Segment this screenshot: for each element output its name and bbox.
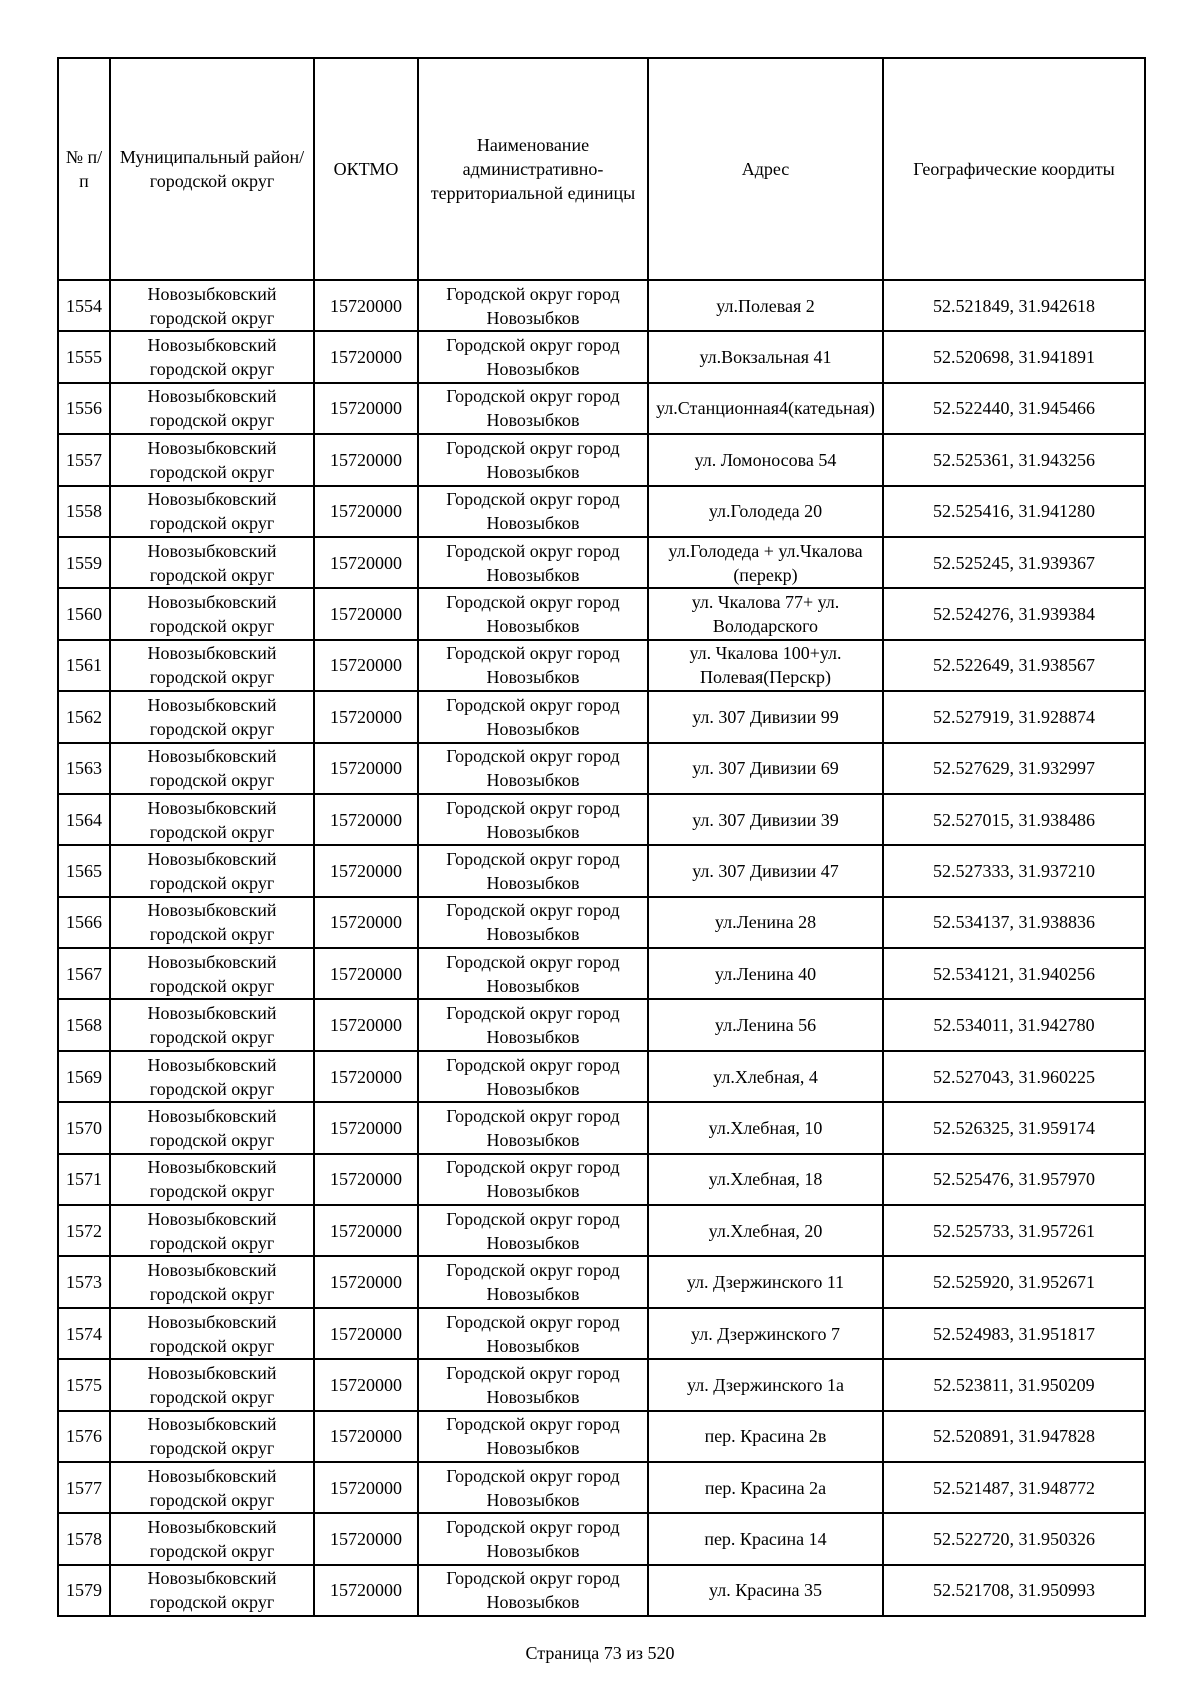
cell-coords: 52.524276, 31.939384 [883, 588, 1145, 639]
cell-num: 1579 [58, 1565, 110, 1616]
cell-address: ул. 307 Дивизии 47 [648, 845, 883, 896]
cell-district: Новозыбковский городской округ [110, 331, 314, 382]
cell-address: ул.Вокзальная 41 [648, 331, 883, 382]
cell-unit: Городской округ город Новозыбков [418, 948, 648, 999]
cell-unit: Городской округ город Новозыбков [418, 537, 648, 588]
cell-district: Новозыбковский городской округ [110, 588, 314, 639]
cell-coords: 52.527015, 31.938486 [883, 794, 1145, 845]
cell-unit: Городской округ город Новозыбков [418, 1411, 648, 1462]
cell-address: ул.Полевая 2 [648, 280, 883, 331]
cell-address: ул. Дзержинского 7 [648, 1308, 883, 1359]
table-row [58, 434, 1145, 485]
table-row [58, 794, 1145, 845]
cell-address: ул. 307 Дивизии 99 [648, 691, 883, 742]
cell-district: Новозыбковский городской округ [110, 1359, 314, 1410]
table-row [58, 1462, 1145, 1513]
cell-coords: 52.521708, 31.950993 [883, 1565, 1145, 1616]
cell-coords: 52.525245, 31.939367 [883, 537, 1145, 588]
cell-address: ул. Дзержинского 11 [648, 1256, 883, 1307]
cell-district: Новозыбковский городской округ [110, 486, 314, 537]
cell-oktmo: 15720000 [314, 537, 418, 588]
cell-coords: 52.534137, 31.938836 [883, 897, 1145, 948]
table-row [58, 1513, 1145, 1564]
cell-oktmo: 15720000 [314, 691, 418, 742]
cell-coords: 52.527043, 31.960225 [883, 1051, 1145, 1102]
cell-oktmo: 15720000 [314, 1565, 418, 1616]
table-row [58, 1205, 1145, 1256]
cell-address: ул.Голодеда + ул.Чкалова (перекр) [648, 537, 883, 588]
table-row [58, 1565, 1145, 1616]
cell-coords: 52.520891, 31.947828 [883, 1411, 1145, 1462]
header-num: № п/п [58, 58, 110, 280]
cell-num: 1575 [58, 1359, 110, 1410]
page-footer: Страница 73 из 520 [525, 1643, 675, 1663]
cell-district: Новозыбковский городской округ [110, 1565, 314, 1616]
table-row [58, 1102, 1145, 1153]
cell-unit: Городской округ город Новозыбков [418, 691, 648, 742]
table-row [58, 640, 1145, 691]
address-table [57, 57, 1146, 1617]
cell-unit: Городской округ город Новозыбков [418, 383, 648, 434]
cell-district: Новозыбковский городской округ [110, 537, 314, 588]
table-row [58, 383, 1145, 434]
cell-address: ул.Ленина 56 [648, 999, 883, 1050]
cell-oktmo: 15720000 [314, 1051, 418, 1102]
cell-unit: Городской округ город Новозыбков [418, 743, 648, 794]
cell-oktmo: 15720000 [314, 331, 418, 382]
cell-num: 1561 [58, 640, 110, 691]
cell-num: 1555 [58, 331, 110, 382]
table-row [58, 1256, 1145, 1307]
cell-num: 1566 [58, 897, 110, 948]
cell-unit: Городской округ город Новозыбков [418, 640, 648, 691]
cell-district: Новозыбковский городской округ [110, 434, 314, 485]
cell-num: 1567 [58, 948, 110, 999]
cell-oktmo: 15720000 [314, 1359, 418, 1410]
cell-address: ул.Ленина 40 [648, 948, 883, 999]
cell-oktmo: 15720000 [314, 486, 418, 537]
cell-coords: 52.521487, 31.948772 [883, 1462, 1145, 1513]
cell-oktmo: 15720000 [314, 1462, 418, 1513]
table-row [58, 486, 1145, 537]
table-row [58, 588, 1145, 639]
cell-unit: Городской округ город Новозыбков [418, 999, 648, 1050]
cell-address: пер. Красина 2а [648, 1462, 883, 1513]
table-row [58, 948, 1145, 999]
cell-oktmo: 15720000 [314, 794, 418, 845]
cell-oktmo: 15720000 [314, 280, 418, 331]
cell-coords: 52.522649, 31.938567 [883, 640, 1145, 691]
header-coords: Географические коордиты [883, 58, 1145, 280]
cell-address: ул. Дзержинского 1а [648, 1359, 883, 1410]
header-oktmo: ОКТМО [314, 58, 418, 280]
cell-district: Новозыбковский городской округ [110, 1051, 314, 1102]
cell-district: Новозыбковский городской округ [110, 1308, 314, 1359]
cell-address: ул.Станционная4(катедьная) [648, 383, 883, 434]
cell-num: 1569 [58, 1051, 110, 1102]
cell-unit: Городской округ город Новозыбков [418, 1462, 648, 1513]
cell-oktmo: 15720000 [314, 1513, 418, 1564]
table-row [58, 897, 1145, 948]
cell-oktmo: 15720000 [314, 383, 418, 434]
cell-oktmo: 15720000 [314, 588, 418, 639]
cell-oktmo: 15720000 [314, 1205, 418, 1256]
cell-unit: Городской округ город Новозыбков [418, 1513, 648, 1564]
cell-district: Новозыбковский городской округ [110, 1462, 314, 1513]
cell-oktmo: 15720000 [314, 1308, 418, 1359]
cell-district: Новозыбковский городской округ [110, 743, 314, 794]
cell-district: Новозыбковский городской округ [110, 999, 314, 1050]
cell-district: Новозыбковский городской округ [110, 640, 314, 691]
cell-address: пер. Красина 2в [648, 1411, 883, 1462]
cell-coords: 52.522440, 31.945466 [883, 383, 1145, 434]
cell-unit: Городской округ город Новозыбков [418, 1308, 648, 1359]
cell-num: 1572 [58, 1205, 110, 1256]
cell-num: 1577 [58, 1462, 110, 1513]
header-unit: Наименование административно-территориальной единицы [418, 58, 648, 280]
header-row [58, 58, 1145, 280]
table-row [58, 537, 1145, 588]
cell-num: 1565 [58, 845, 110, 896]
cell-oktmo: 15720000 [314, 434, 418, 485]
cell-coords: 52.524983, 31.951817 [883, 1308, 1145, 1359]
cell-unit: Городской округ город Новозыбков [418, 1256, 648, 1307]
cell-num: 1564 [58, 794, 110, 845]
cell-address: пер. Красина 14 [648, 1513, 883, 1564]
table-body [58, 280, 1145, 1616]
cell-district: Новозыбковский городской округ [110, 280, 314, 331]
cell-num: 1571 [58, 1154, 110, 1205]
cell-oktmo: 15720000 [314, 948, 418, 999]
cell-coords: 52.525920, 31.952671 [883, 1256, 1145, 1307]
cell-coords: 52.534011, 31.942780 [883, 999, 1145, 1050]
cell-unit: Городской округ город Новозыбков [418, 1565, 648, 1616]
cell-num: 1578 [58, 1513, 110, 1564]
cell-district: Новозыбковский городской округ [110, 948, 314, 999]
table-row [58, 280, 1145, 331]
cell-oktmo: 15720000 [314, 1411, 418, 1462]
cell-num: 1563 [58, 743, 110, 794]
cell-num: 1574 [58, 1308, 110, 1359]
cell-district: Новозыбковский городской округ [110, 691, 314, 742]
table-row [58, 1411, 1145, 1462]
cell-unit: Городской округ город Новозыбков [418, 1102, 648, 1153]
cell-num: 1557 [58, 434, 110, 485]
cell-address: ул.Ленина 28 [648, 897, 883, 948]
cell-unit: Городской округ город Новозыбков [418, 897, 648, 948]
cell-address: ул.Хлебная, 10 [648, 1102, 883, 1153]
cell-coords: 52.525361, 31.943256 [883, 434, 1145, 485]
table-row [58, 1051, 1145, 1102]
cell-address: ул. Красина 35 [648, 1565, 883, 1616]
table-row [58, 743, 1145, 794]
cell-address: ул.Хлебная, 18 [648, 1154, 883, 1205]
cell-district: Новозыбковский городской округ [110, 1205, 314, 1256]
cell-num: 1559 [58, 537, 110, 588]
header-address: Адрес [648, 58, 883, 280]
cell-num: 1573 [58, 1256, 110, 1307]
cell-oktmo: 15720000 [314, 743, 418, 794]
table-row [58, 845, 1145, 896]
cell-address: ул. Чкалова 100+ул. Полевая(Перскр) [648, 640, 883, 691]
cell-coords: 52.534121, 31.940256 [883, 948, 1145, 999]
cell-unit: Городской округ город Новозыбков [418, 1359, 648, 1410]
cell-district: Новозыбковский городской округ [110, 897, 314, 948]
cell-address: ул. 307 Дивизии 69 [648, 743, 883, 794]
table-header [58, 58, 1145, 280]
cell-address: ул. 307 Дивизии 39 [648, 794, 883, 845]
cell-oktmo: 15720000 [314, 1102, 418, 1153]
table-row [58, 691, 1145, 742]
cell-district: Новозыбковский городской округ [110, 1513, 314, 1564]
cell-unit: Городской округ город Новозыбков [418, 280, 648, 331]
cell-address: ул.Хлебная, 20 [648, 1205, 883, 1256]
cell-unit: Городской округ город Новозыбков [418, 588, 648, 639]
cell-coords: 52.527919, 31.928874 [883, 691, 1145, 742]
table-row [58, 331, 1145, 382]
cell-oktmo: 15720000 [314, 845, 418, 896]
cell-coords: 52.522720, 31.950326 [883, 1513, 1145, 1564]
cell-oktmo: 15720000 [314, 1256, 418, 1307]
cell-unit: Городской округ город Новозыбков [418, 794, 648, 845]
cell-oktmo: 15720000 [314, 897, 418, 948]
cell-district: Новозыбковский городской округ [110, 1102, 314, 1153]
header-district: Муниципальный район/городской округ [110, 58, 314, 280]
cell-coords: 52.523811, 31.950209 [883, 1359, 1145, 1410]
cell-num: 1570 [58, 1102, 110, 1153]
cell-unit: Городской округ город Новозыбков [418, 845, 648, 896]
cell-unit: Городской округ город Новозыбков [418, 1154, 648, 1205]
cell-district: Новозыбковский городской округ [110, 383, 314, 434]
cell-coords: 52.520698, 31.941891 [883, 331, 1145, 382]
cell-num: 1560 [58, 588, 110, 639]
cell-district: Новозыбковский городской округ [110, 794, 314, 845]
cell-coords: 52.527629, 31.932997 [883, 743, 1145, 794]
table-row [58, 1308, 1145, 1359]
cell-address: ул.Голодеда 20 [648, 486, 883, 537]
cell-district: Новозыбковский городской округ [110, 1154, 314, 1205]
cell-address: ул.Хлебная, 4 [648, 1051, 883, 1102]
cell-coords: 52.525733, 31.957261 [883, 1205, 1145, 1256]
cell-unit: Городской округ город Новозыбков [418, 331, 648, 382]
cell-address: ул. Чкалова 77+ ул. Володарского [648, 588, 883, 639]
cell-num: 1568 [58, 999, 110, 1050]
cell-district: Новозыбковский городской округ [110, 845, 314, 896]
cell-num: 1562 [58, 691, 110, 742]
table-row [58, 1154, 1145, 1205]
table-row [58, 999, 1145, 1050]
cell-coords: 52.521849, 31.942618 [883, 280, 1145, 331]
cell-unit: Городской округ город Новозыбков [418, 434, 648, 485]
cell-oktmo: 15720000 [314, 999, 418, 1050]
cell-unit: Городской округ город Новозыбков [418, 486, 648, 537]
cell-district: Новозыбковский городской округ [110, 1411, 314, 1462]
cell-oktmo: 15720000 [314, 640, 418, 691]
cell-unit: Городской округ город Новозыбков [418, 1205, 648, 1256]
cell-num: 1576 [58, 1411, 110, 1462]
cell-num: 1558 [58, 486, 110, 537]
cell-num: 1554 [58, 280, 110, 331]
cell-coords: 52.526325, 31.959174 [883, 1102, 1145, 1153]
cell-unit: Городской округ город Новозыбков [418, 1051, 648, 1102]
cell-district: Новозыбковский городской округ [110, 1256, 314, 1307]
cell-address: ул. Ломоносова 54 [648, 434, 883, 485]
cell-coords: 52.527333, 31.937210 [883, 845, 1145, 896]
cell-oktmo: 15720000 [314, 1154, 418, 1205]
cell-num: 1556 [58, 383, 110, 434]
cell-coords: 52.525476, 31.957970 [883, 1154, 1145, 1205]
cell-coords: 52.525416, 31.941280 [883, 486, 1145, 537]
table-row [58, 1359, 1145, 1410]
